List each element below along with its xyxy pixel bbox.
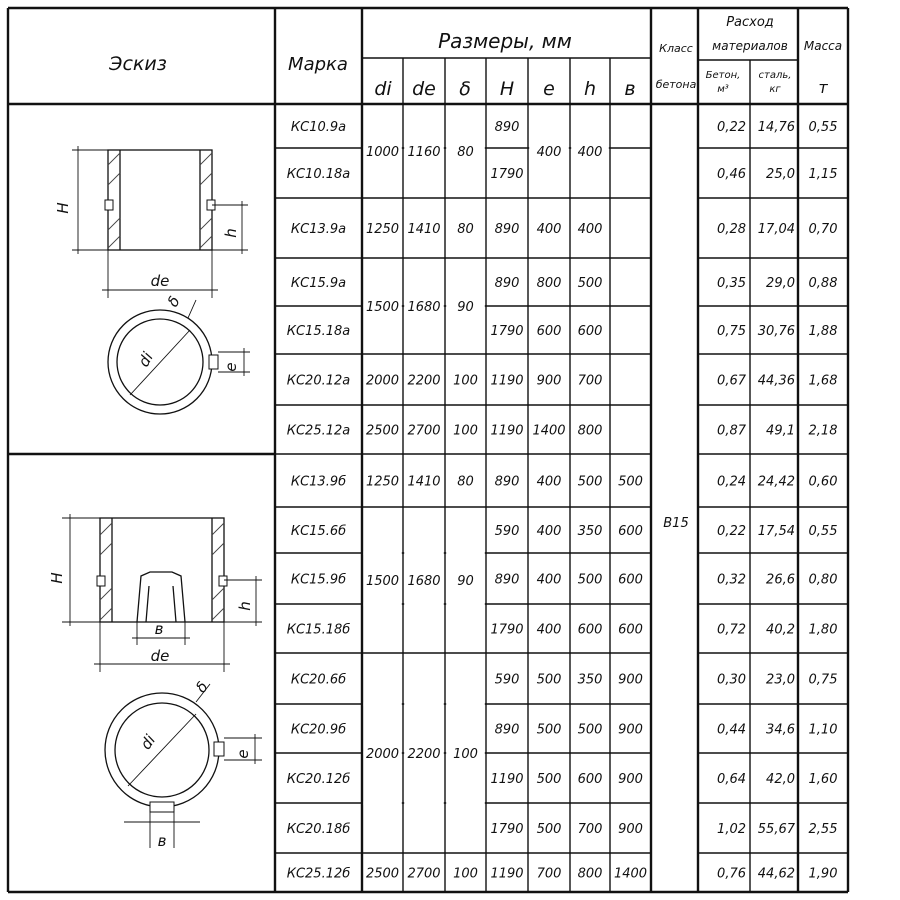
- dim-cell-de: 1680: [407, 300, 441, 315]
- dim-cell-H: 590: [494, 672, 520, 688]
- ring-a-label-e: e: [222, 362, 240, 372]
- dim-cell-di: 2500: [365, 866, 400, 882]
- ring-a-hole-left: [105, 200, 113, 210]
- row-mass: 1,60: [808, 772, 838, 787]
- merge-mask: [363, 552, 402, 554]
- row-steel: 23,0: [766, 672, 795, 688]
- row-concrete: 0,76: [717, 866, 746, 882]
- dim-cell-h: 500: [577, 276, 603, 291]
- dim-cell-H: 1790: [490, 622, 524, 638]
- row-concrete: 0,44: [717, 722, 746, 738]
- row-concrete: 0,22: [717, 120, 746, 135]
- row-mark: КС20.12а: [286, 373, 351, 389]
- dim-cell-H: 890: [494, 276, 520, 291]
- dim-cell-e: 500: [536, 672, 562, 688]
- dim-cell-e: 600: [536, 324, 562, 339]
- dim-cell-h: 600: [577, 772, 603, 787]
- merge-mask: [363, 802, 402, 804]
- dim-cell-e: 400: [536, 622, 562, 638]
- row-steel: 26,6: [766, 572, 795, 588]
- row-steel: 40,2: [766, 622, 795, 638]
- sketch-ring-type-a: [54, 146, 250, 414]
- dim-cell-di: 1250: [365, 474, 400, 490]
- header-concrete-2: м³: [717, 84, 729, 95]
- ring-a-label-di: di: [134, 349, 157, 370]
- ring-b-label-delta: δ: [191, 678, 212, 697]
- dim-cell-de: 1410: [407, 222, 441, 237]
- dim-cell-e: 500: [536, 722, 562, 738]
- row-concrete: 0,22: [717, 524, 746, 539]
- header-steel-1: сталь,: [758, 70, 792, 81]
- merge-mask: [446, 703, 485, 705]
- row-mark: КС20.6б: [290, 672, 347, 688]
- dim-cell-delta: 90: [457, 574, 474, 589]
- dim-cell-h: 500: [577, 722, 603, 738]
- dim-cell-de: 2700: [407, 866, 441, 882]
- row-steel: 42,0: [766, 772, 795, 787]
- dim-cell-h: 800: [577, 866, 603, 882]
- row-steel: 34,6: [766, 722, 795, 738]
- row-steel: 44,36: [757, 373, 795, 389]
- row-mark: КС15.6б: [290, 524, 347, 539]
- dim-cell-delta: 90: [457, 300, 474, 315]
- dim-cell-de: 1410: [407, 474, 441, 490]
- row-mark: КС15.18б: [286, 622, 351, 638]
- ring-b-label-H: H: [48, 572, 66, 584]
- ring-a-label-delta: δ: [163, 293, 184, 310]
- row-steel: 29,0: [766, 276, 795, 291]
- dim-cell-b: 600: [618, 572, 643, 588]
- dim-cell-delta: 100: [453, 423, 478, 439]
- merge-mask: [404, 703, 444, 705]
- header-col-di: di: [374, 78, 392, 100]
- dim-cell-b: 600: [618, 622, 643, 638]
- header-col-de: de: [412, 78, 436, 100]
- dim-cell-e: 700: [536, 866, 562, 882]
- row-mass: 1,90: [808, 866, 838, 882]
- header-col-H: H: [499, 78, 515, 100]
- header-material-1: Расход: [726, 15, 774, 30]
- dim-cell-delta: 100: [453, 747, 478, 762]
- dim-cell-di: 1000: [365, 145, 400, 160]
- dim-cell-H: 1190: [490, 772, 524, 787]
- merge-mask: [363, 703, 402, 705]
- dim-cell-H: 890: [494, 474, 520, 490]
- row-concrete: 0,32: [717, 572, 746, 588]
- row-mark: КС20.18б: [286, 822, 351, 837]
- header-col-h: h: [583, 78, 597, 100]
- dim-cell-h: 700: [577, 373, 603, 389]
- ring-a-label-de: de: [150, 272, 170, 290]
- dim-cell-H: 1190: [490, 373, 524, 389]
- dim-cell-e: 800: [536, 276, 562, 291]
- row-mark: КС10.9а: [290, 120, 347, 135]
- row-concrete: 0,46: [717, 167, 746, 182]
- row-mark: КС13.9б: [290, 474, 347, 490]
- dim-cell-b: 900: [618, 772, 643, 787]
- dim-cell-h: 350: [577, 524, 603, 539]
- merge-mask: [446, 552, 485, 554]
- dim-cell-di: 2500: [365, 423, 400, 439]
- row-steel: 25,0: [766, 167, 795, 182]
- row-mass: 0,80: [808, 572, 838, 588]
- row-concrete: 0,87: [717, 423, 746, 439]
- row-mark: КС15.9б: [290, 572, 347, 588]
- dim-cell-h: 500: [577, 474, 603, 490]
- merge-mask: [404, 802, 444, 804]
- dim-cell-e: 900: [536, 373, 562, 389]
- header-mass-1: Масса: [803, 39, 843, 53]
- dim-cell-di: 1500: [365, 300, 400, 315]
- row-steel: 17,54: [757, 524, 795, 539]
- row-mark: КС15.18а: [286, 324, 351, 339]
- row-mark: КС13.9а: [290, 222, 347, 237]
- ring-a-label-H: H: [54, 202, 72, 214]
- table-cells: [287, 120, 838, 882]
- row-mass: 0,60: [808, 474, 838, 490]
- dim-cell-h: 600: [577, 324, 603, 339]
- dim-cell-H: 890: [494, 572, 520, 588]
- dim-cell-di: 1500: [365, 574, 400, 589]
- dim-cell-H: 890: [494, 722, 520, 738]
- row-concrete: 0,67: [717, 373, 746, 389]
- dim-cell-e: 400: [536, 145, 562, 160]
- row-concrete: 0,72: [717, 622, 746, 638]
- ring-b-label-h: h: [236, 601, 254, 611]
- row-mass: 2,55: [808, 822, 838, 837]
- row-concrete: 0,75: [717, 324, 746, 339]
- row-mass: 1,88: [808, 324, 838, 339]
- header-class-bottom: бетона: [655, 78, 697, 91]
- ring-b-notch: [137, 572, 185, 622]
- ring-a-wall-hatching: [108, 153, 212, 248]
- ring-a-elevation-outline: [108, 150, 212, 250]
- dim-cell-b: 500: [618, 474, 643, 490]
- row-mark: КС20.12б: [286, 772, 351, 787]
- ring-b-label-b: в: [154, 620, 164, 638]
- header-mass-2: т: [818, 78, 828, 97]
- dim-cell-delta: 100: [453, 866, 478, 882]
- merge-mask: [404, 603, 444, 605]
- dim-cell-delta: 80: [457, 222, 474, 237]
- row-concrete: 0,30: [717, 672, 746, 688]
- dim-cell-h: 400: [577, 222, 603, 237]
- row-mark: КС10.18а: [286, 167, 351, 182]
- dim-cell-delta: 80: [457, 474, 474, 490]
- ring-b-label-di: di: [136, 731, 160, 753]
- row-mass: 0,75: [808, 672, 838, 688]
- dim-cell-H: 590: [494, 524, 520, 539]
- row-concrete: 0,35: [717, 276, 746, 291]
- row-concrete: 1,02: [717, 822, 746, 837]
- row-mass: 0,88: [808, 276, 838, 291]
- header-mark: Марка: [288, 54, 348, 75]
- ring-b-elevation-outline: [100, 518, 224, 622]
- ring-b-label-e: e: [234, 749, 252, 759]
- dim-cell-H: 1790: [490, 822, 524, 837]
- row-steel: 44,62: [757, 866, 795, 882]
- dim-cell-b: 600: [618, 524, 643, 539]
- dim-cell-b: 900: [618, 822, 643, 837]
- dim-cell-de: 2200: [407, 373, 441, 389]
- dim-cell-de: 2700: [407, 423, 441, 439]
- row-mass: 2,18: [808, 423, 838, 439]
- dim-cell-de: 2200: [407, 747, 441, 762]
- dim-cell-H: 1790: [490, 167, 524, 182]
- dim-cell-e: 1400: [532, 423, 566, 439]
- dim-cell-e: 400: [536, 572, 562, 588]
- dim-cell-H: 1790: [490, 324, 524, 339]
- dim-cell-e: 400: [536, 474, 562, 490]
- row-steel: 30,76: [757, 324, 795, 339]
- dim-cell-di: 1250: [365, 222, 400, 237]
- dim-cell-di: 2000: [365, 747, 400, 762]
- dim-cell-e: 500: [536, 772, 562, 787]
- header-material-2: материалов: [712, 39, 788, 53]
- dim-cell-H: 890: [494, 222, 520, 237]
- dim-cell-delta: 80: [457, 145, 474, 160]
- row-mass: 1,80: [808, 622, 838, 638]
- dim-cell-H: 890: [494, 120, 520, 135]
- dim-cell-h: 700: [577, 822, 603, 837]
- row-mass: 1,15: [808, 167, 838, 182]
- merge-mask: [446, 603, 485, 605]
- ring-b-label-de: de: [150, 647, 170, 665]
- dim-cell-de: 1680: [407, 574, 441, 589]
- header-col-delta: δ: [459, 78, 471, 100]
- row-mark: КС20.9б: [290, 722, 347, 738]
- dim-cell-di: 2000: [365, 373, 400, 389]
- row-mass: 0,55: [808, 120, 838, 135]
- header-concrete-1: Бетон,: [705, 70, 741, 81]
- row-mass: 0,70: [808, 222, 838, 237]
- header-sketch: Эскиз: [109, 53, 167, 75]
- row-mass: 1,68: [808, 373, 838, 389]
- dim-cell-delta: 100: [453, 373, 478, 389]
- dim-cell-h: 350: [577, 672, 603, 688]
- ring-b-label-b-plan: в: [157, 832, 167, 850]
- row-steel: 14,76: [757, 120, 795, 135]
- row-concrete: 0,64: [717, 772, 746, 787]
- dim-cell-e: 400: [536, 524, 562, 539]
- row-mark: КС25.12б: [286, 866, 351, 882]
- row-concrete: 0,24: [717, 474, 746, 490]
- dim-cell-h: 400: [577, 145, 603, 160]
- dim-cell-de: 1160: [407, 145, 441, 160]
- dim-cell-b: 900: [618, 672, 643, 688]
- sketch-ring-type-b: [48, 514, 262, 850]
- header-col-b: в: [624, 78, 636, 100]
- row-mark: КС15.9а: [290, 276, 347, 291]
- header-class-top: Класс: [659, 42, 693, 55]
- dim-cell-h: 500: [577, 572, 603, 588]
- dim-cell-e: 400: [536, 222, 562, 237]
- merge-mask: [446, 802, 485, 804]
- dim-cell-h: 800: [577, 423, 603, 439]
- dim-cell-b: 900: [618, 722, 643, 738]
- concrete-class-value: B15: [663, 516, 689, 531]
- ring-a-label-h: h: [222, 228, 240, 238]
- header-dimensions: Размеры, мм: [438, 29, 572, 53]
- header-col-e: e: [543, 78, 555, 100]
- row-mass: 0,55: [808, 524, 838, 539]
- row-mass: 1,10: [808, 722, 838, 738]
- dim-cell-H: 1190: [490, 866, 524, 882]
- row-steel: 24,42: [757, 474, 795, 490]
- merge-mask: [363, 603, 402, 605]
- row-steel: 49,1: [766, 423, 795, 439]
- row-steel: 55,67: [757, 822, 795, 837]
- header-steel-2: кг: [769, 84, 781, 95]
- dim-cell-b: 1400: [613, 866, 648, 882]
- row-mark: КС25.12а: [286, 423, 351, 439]
- row-steel: 17,04: [757, 222, 795, 237]
- dim-cell-h: 600: [577, 622, 603, 638]
- dim-cell-H: 1190: [490, 423, 524, 439]
- dim-cell-e: 500: [536, 822, 562, 837]
- merge-mask: [404, 552, 444, 554]
- row-concrete: 0,28: [717, 222, 746, 237]
